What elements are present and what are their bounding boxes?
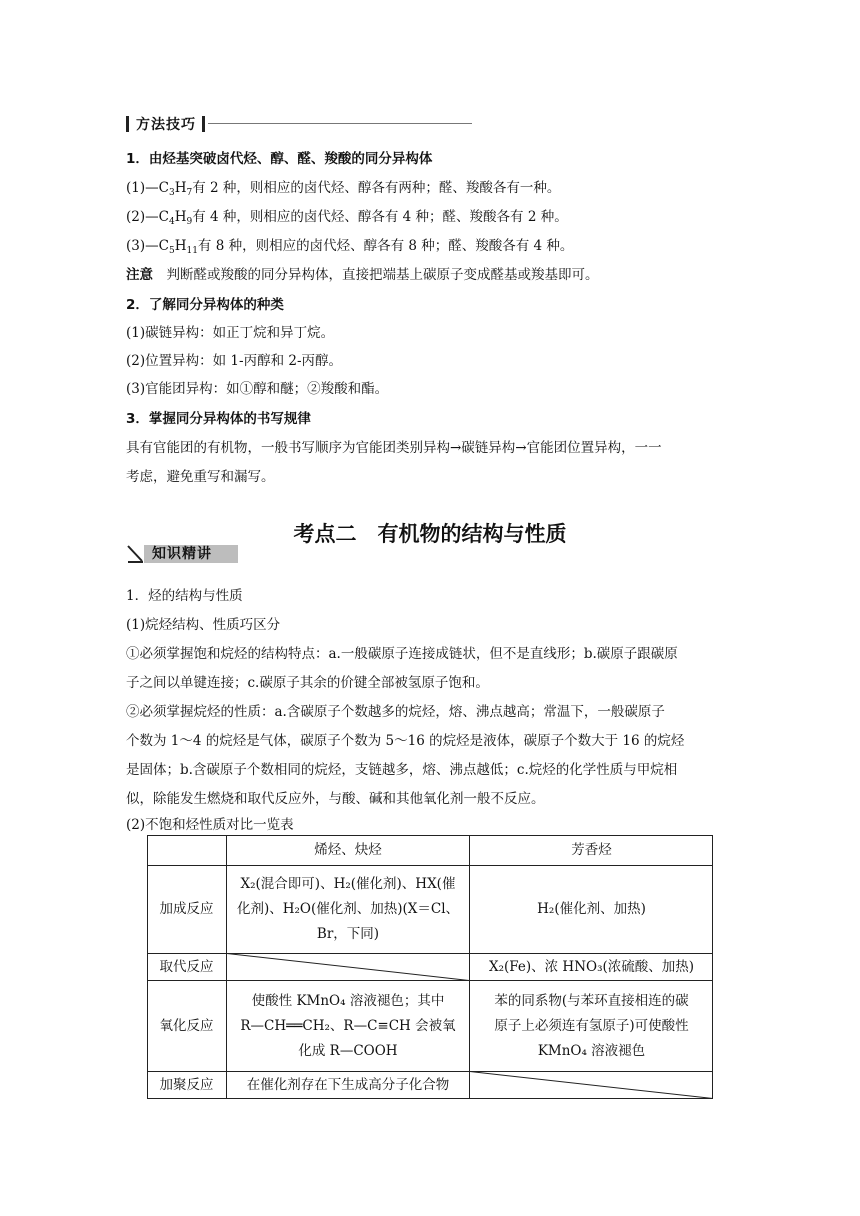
paragraph-line: (1)烷烃结构、性质巧区分: [126, 617, 281, 633]
subscript: 7: [186, 188, 193, 198]
paragraph-line: [126, 208, 568, 226]
subscript: 9: [186, 217, 193, 227]
subscript: 4: [168, 217, 175, 227]
paragraph-line: 似，除能发生燃烧和取代反应外，与酸、碱和其他氧化剂一般不反应。: [126, 791, 545, 807]
heading-1: 1．由烃基突破卤代烃、醇、醛、羧酸的同分异构体: [126, 151, 433, 167]
formula-text: H: [174, 209, 187, 225]
paragraph-line: ①必须掌握饱和烷烃的结构特点：a.一般碳原子连接成链状，但不是直线形；b.碳原子跟碳原: [126, 646, 678, 662]
cell-line: 苯的同系物(与苯环直接相连的碳: [494, 992, 689, 1009]
paragraph-line: (2)位置异构：如 1-丙醇和 2-丙醇。: [126, 353, 343, 369]
row-label-cell: [147, 1072, 226, 1099]
paragraph-line: [126, 179, 560, 197]
knowledge-header-icon: [126, 543, 146, 565]
header-rule: [208, 123, 472, 124]
heading-2: 2．了解同分异构体的种类: [126, 297, 284, 313]
table-header-cell: [470, 835, 713, 865]
subscript: 3: [168, 188, 175, 198]
method-header-text: 方法技巧: [136, 117, 196, 133]
paragraph-line: (1)碳链异构：如正丁烷和异丁烷。: [126, 325, 335, 341]
comparison-table: [147, 835, 713, 1099]
paragraph-line: (2)不饱和烃性质对比一览表: [126, 817, 294, 833]
method-header: [126, 114, 472, 134]
header-bar-left: [126, 116, 129, 132]
subscript: 5: [168, 246, 175, 256]
knowledge-header: [126, 543, 238, 565]
cell-line: 化成 R—COOH: [298, 1042, 398, 1059]
formula-text: (1)—C: [126, 180, 169, 196]
header-bar-right: [202, 116, 205, 132]
cell-line: H₂(催化剂、加热): [537, 901, 646, 917]
sentence-text: 有 4 种，则相应的卤代烃、醇各有 4 种；醛、羧酸各有 2 种。: [192, 209, 568, 225]
paragraph-line: 考虑，避免重写和漏写。: [126, 469, 275, 485]
cell-line: KMnO₄ 溶液褪色: [537, 1042, 646, 1059]
paragraph-line: 1．烃的结构与性质: [126, 588, 243, 604]
table-cell: [470, 981, 713, 1071]
cell-line: X₂(Fe)、浓 HNO₃(浓硫酸、加热): [488, 958, 695, 975]
sentence-text: 有 8 种，则相应的卤代烃、醇各有 8 种；醛、羧酸各有 4 种。: [197, 238, 574, 254]
heading-3: 3．掌握同分异构体的书写规律: [126, 411, 311, 427]
table-header-cell: [147, 835, 226, 865]
cell-line: 氧化反应: [159, 1017, 214, 1034]
table-cell: [227, 954, 469, 980]
cell-line: Br，下同): [316, 926, 380, 942]
table-cell: [470, 954, 713, 980]
sentence-text: 有 2 种，则相应的卤代烃、醇各有两种；醛、羧酸各有一种。: [192, 180, 561, 196]
cell-line: 取代反应: [159, 958, 214, 975]
paragraph-line: 具有官能团的有机物，一般书写顺序为官能团类别异构→碳链异构→官能团位置异构，一一: [126, 440, 662, 456]
cell-line: 加聚反应: [159, 1077, 214, 1093]
row-label-cell: [147, 866, 226, 953]
table-cell: [227, 866, 469, 953]
paragraph-line: 子之间以单键连接；c.碳原子其余的价键全部被氢原子饱和。: [126, 675, 489, 691]
cell-line: 烯烃、炔烃: [314, 841, 382, 858]
table-header-cell: [227, 835, 469, 865]
table-cell: [227, 981, 469, 1071]
paragraph-line: 是固体；b.含碳原子个数相同的烷烃，支链越多，熔、沸点越低；c.烷烃的化学性质与甲烷相: [126, 762, 678, 778]
cell-line: 原子上必须连有氢原子)可使酸性: [494, 1017, 689, 1034]
table-cell: [470, 866, 713, 953]
note-label: 注意: [126, 267, 153, 283]
section-title: 考点二 有机物的结构与性质: [293, 522, 567, 546]
paragraph-line: 个数为 1～4 的烷烃是气体，碳原子个数为 5～16 的烷烃是液体，碳原子个数大于 16 的烷烃: [126, 733, 685, 749]
cell-line: X₂(混合即可)、H₂(催化剂)、HX(催: [240, 876, 456, 892]
cell-line: 芳香烃: [571, 841, 612, 858]
table-cell: [470, 1072, 713, 1099]
row-label-cell: [147, 981, 226, 1071]
note-text: 判断醛或羧酸的同分异构体，直接把端基上碳原子变成醛基或羧基即可。: [166, 267, 599, 283]
knowledge-header-text: 知识精讲: [152, 546, 212, 562]
formula-text: (2)—C: [126, 209, 169, 225]
paragraph-line: (3)官能团异构：如①醇和醚；②羧酸和酯。: [126, 381, 389, 397]
cell-line: 加成反应: [159, 901, 214, 917]
formula-text: H: [174, 238, 187, 254]
cell-line: 使酸性 KMnO₄ 溶液褪色；其中: [251, 992, 445, 1009]
table-cell: [227, 1072, 469, 1099]
subscript: 11: [186, 246, 198, 256]
formula-text: (3)—C: [126, 238, 169, 254]
paragraph-line: ②必须掌握烷烃的性质：a.含碳原子个数越多的烷烃，熔、沸点越高；常温下，一般碳原子: [126, 704, 665, 720]
cell-line: 化剂)、H₂O(催化剂、加热)(X＝Cl、: [236, 901, 460, 917]
formula-text: H: [174, 180, 187, 196]
cell-line: R—CH══CH₂、R—C≡CH 会被氧: [240, 1017, 456, 1034]
note-line: [126, 266, 599, 284]
paragraph-line: [126, 237, 573, 255]
row-label-cell: [147, 954, 226, 980]
cell-line: 在催化剂存在下生成高分子化合物: [246, 1077, 450, 1093]
